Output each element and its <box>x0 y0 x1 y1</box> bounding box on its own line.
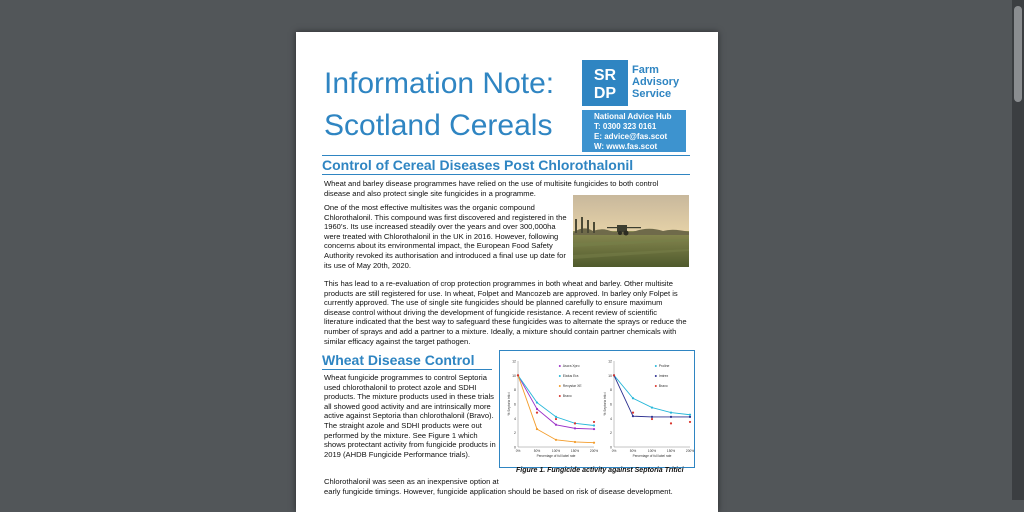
y-tick-label: 4 <box>610 416 612 421</box>
document-page <box>296 32 718 512</box>
scroll-thumb[interactable] <box>1014 6 1022 102</box>
x-tick-label: 0% <box>515 449 521 453</box>
contact-phone: T: 0300 323 0161 <box>594 122 657 131</box>
section-1-rule-bottom <box>322 174 690 175</box>
y-tick-label: 8 <box>610 388 612 393</box>
legend-swatch <box>559 385 561 387</box>
y-tick-label: 0 <box>514 445 516 450</box>
y-tick-label: 10 <box>512 373 516 378</box>
data-point <box>517 374 519 376</box>
contact-email: E: advice@fas.scot <box>594 132 668 141</box>
data-point <box>536 408 538 410</box>
y-tick-label: 10 <box>608 373 612 378</box>
x-tick-label: 50% <box>629 449 637 453</box>
data-point <box>632 412 634 414</box>
data-point <box>670 416 672 418</box>
data-point <box>670 422 672 424</box>
figure-1 <box>499 350 695 468</box>
y-tick-label: 12 <box>512 359 516 364</box>
x-axis-label: Percentage of full label rate <box>632 454 672 458</box>
data-point <box>651 418 653 420</box>
y-axis-label: % Septoria tritici <box>603 392 607 416</box>
legend-swatch <box>655 385 657 387</box>
data-point <box>574 441 576 443</box>
y-tick-label: 8 <box>514 388 516 393</box>
legend-label: Bravo <box>562 394 572 398</box>
legend-label: Elatus Era <box>562 374 579 378</box>
data-point <box>593 428 595 430</box>
srdp-logo-mark <box>582 60 628 106</box>
legend-label: Bravo <box>658 384 668 388</box>
data-point <box>651 416 653 418</box>
legend-swatch <box>559 395 561 397</box>
logo-line-1: Farm <box>632 64 659 76</box>
legend-swatch <box>559 365 561 367</box>
data-point <box>632 415 634 417</box>
x-tick-label: 200% <box>685 449 694 453</box>
x-axis-label: Percentage of full label rate <box>536 454 576 458</box>
y-tick-label: 0 <box>610 445 612 450</box>
data-point <box>632 397 634 399</box>
data-point <box>593 421 595 423</box>
data-point <box>593 424 595 426</box>
y-tick-label: 4 <box>514 416 516 421</box>
fas-logo <box>582 60 686 106</box>
contact-web: W: www.fas.scot <box>594 142 658 151</box>
x-tick-label: 150% <box>666 449 676 453</box>
title-line-1: Information Note: <box>324 67 555 100</box>
legend-swatch <box>655 365 657 367</box>
data-point <box>613 374 615 376</box>
data-point <box>574 427 576 429</box>
data-point <box>670 412 672 414</box>
data-point <box>536 412 538 414</box>
data-point <box>593 442 595 444</box>
fungicide-charts <box>500 351 694 467</box>
data-point <box>574 422 576 424</box>
x-tick-label: 150% <box>570 449 580 453</box>
series-line <box>518 375 594 429</box>
y-tick-label: 6 <box>514 402 516 407</box>
x-tick-label: 0% <box>611 449 617 453</box>
data-point <box>689 414 691 416</box>
title-line-2: Scotland Cereals <box>324 109 553 142</box>
y-tick-label: 2 <box>514 431 516 436</box>
data-point <box>651 406 653 408</box>
logo-letters-top: SR <box>593 67 617 84</box>
tractor-field-photo <box>573 195 689 267</box>
paragraph-1: Wheat and barley disease programmes have relied on the use of multisite fungicides to both control disease and also protect single site fungicides in a programme. <box>324 179 659 198</box>
contact-hub: National Advice Hub <box>594 112 672 121</box>
legend-swatch <box>559 375 561 377</box>
logo-letters-bottom: DP <box>593 85 617 102</box>
x-tick-label: 100% <box>551 449 561 453</box>
data-point <box>555 416 557 418</box>
section-2-rule <box>322 369 492 370</box>
y-axis-label: % Septoria tritici <box>507 392 511 416</box>
y-tick-label: 6 <box>610 402 612 407</box>
series-line <box>614 375 690 414</box>
data-point <box>555 418 557 420</box>
x-tick-label: 200% <box>589 449 599 453</box>
figure-caption: Figure 1. Fungicide activity against Septoria Tritici <box>516 467 684 474</box>
legend-label: Ascra Xpro <box>562 364 580 368</box>
data-point <box>536 401 538 403</box>
x-tick-label: 100% <box>647 449 657 453</box>
section-1-heading: Control of Cereal Diseases Post Chlorothalonil <box>322 157 634 173</box>
data-point <box>689 421 691 423</box>
legend-label: Proline <box>658 364 670 368</box>
paragraph-4: Wheat fungicide programmes to control Septoria used chlorothalonil to protect azole and SDHI products. The mixture products used in these trials all showed good activity and are intrinsically more active against Septoria than chlorothalonil (Bravo). The straight azole and SDHI products were out performed by the mixture. See Figure 1 which shows protectant activity from fungicide products in 2019 (AHDB Fungicide Performance trials). <box>324 373 496 459</box>
series-line <box>518 375 594 442</box>
legend-label: Imtrex <box>658 374 669 378</box>
series-line <box>614 375 690 417</box>
data-point <box>536 428 538 430</box>
contact-box <box>582 110 686 152</box>
x-tick-label: 50% <box>533 449 541 453</box>
scrollbar[interactable] <box>1012 0 1024 500</box>
data-point <box>689 416 691 418</box>
paragraph-5: Chlorothalonil was seen as an inexpensive option at <box>324 477 499 486</box>
section-1-rule-top <box>322 155 690 156</box>
legend-label: Revystar XE <box>562 384 582 388</box>
data-point <box>555 424 557 426</box>
paragraph-6: early fungicide timings. However, fungicide application should be based on risk of disease development. <box>324 487 673 496</box>
y-tick-label: 2 <box>610 431 612 436</box>
logo-line-2: Advisory <box>632 76 680 88</box>
paragraph-2: One of the most effective multisites was the organic compound Chlorothalonil. This compound was first discovered and registered in the 1960’s. Its use increased steadily over the years and over 300,000ha were treated with Chlorothalonil in the UK in 2016. However, following concerns about its environmental impact, the European Food Safety Authority revoked its authorisation and introduced a final use up date for its use of May 20th, 2020. <box>324 203 567 270</box>
legend-swatch <box>655 375 657 377</box>
paragraph-3: This has lead to a re-evaluation of crop protection programmes in both wheat and barley. Other multisite products are still registered for use. In wheat, Folpet and Mancozeb are approved. In barley only Folpet is currently approved. The use of single site fungicides should be planned carefully to ensure maximum disease control without driving the development of fungicide resistance. A recent review of scientific literature indicated that the best way to safeguard these fungicides was to alternate the sprays or reduce the number of sprays and add a partner to a mixture. Ideally, a mixture should contain partner chemicals with similar efficacy against the target pathogen. <box>324 279 687 346</box>
logo-line-3: Service <box>632 88 672 100</box>
section-2-heading: Wheat Disease Control <box>322 352 475 368</box>
data-point <box>555 439 557 441</box>
y-tick-label: 12 <box>608 359 612 364</box>
